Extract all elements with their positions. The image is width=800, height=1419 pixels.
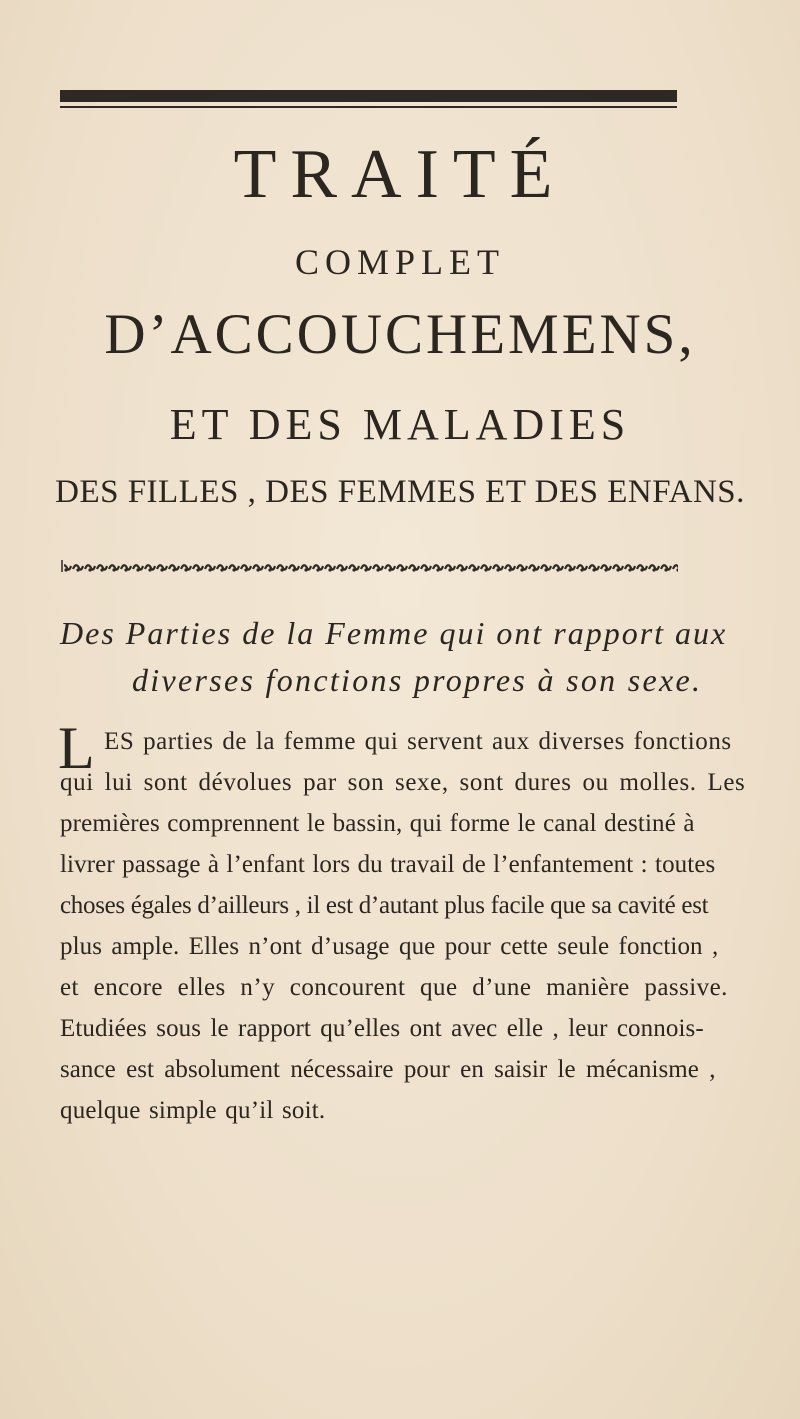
paragraph-line: quelque simple qu’il soit. xyxy=(60,1097,326,1124)
paragraph-line: ES parties de la femme qui servent aux diverses fonctions xyxy=(104,728,732,755)
paragraph-line: choses égales d’ailleurs , il est d’autant plus facile que sa cavité est xyxy=(60,892,709,919)
paragraph-line: sance est absolument nécessaire pour en saisir le mécanisme , xyxy=(60,1056,716,1083)
title-line-complet: COMPLET xyxy=(294,242,505,282)
section-title-line-1: Des Parties de la Femme qui ont rapport aux xyxy=(60,615,728,651)
page-title: TRAITÉ xyxy=(233,136,567,213)
top-rule-thin xyxy=(60,106,677,108)
paragraph-line: livrer passage à l’enfant lors du travail de l’enfantement : toutes xyxy=(60,851,716,878)
paragraph-line: et encore elles n’y concourent que d’une manière passive. xyxy=(60,974,728,1001)
paragraph-line: plus ample. Elles n’ont d’usage que pour cette seule fonction , xyxy=(60,933,719,960)
paragraph-line: qui lui sont dévolues par son sexe, sont dures ou molles. Les xyxy=(60,769,746,796)
top-rule-thick xyxy=(60,90,677,102)
title-line-accouchemens: D’ACCOUCHEMENS, xyxy=(104,303,696,366)
ornamental-divider xyxy=(60,556,680,576)
title-line-filles: DES FILLES , DES FEMMES ET DES ENFANS. xyxy=(55,474,745,510)
paragraph-line: premières comprennent le bassin, qui forme le canal destiné à xyxy=(60,810,695,837)
paragraph-line: Etudiées sous le rapport qu’elles ont avec elle , leur connois- xyxy=(60,1015,704,1042)
section-title-line-2: diverses fonctions propres à son sexe. xyxy=(132,662,703,698)
drop-cap: L xyxy=(58,715,95,781)
title-line-maladies: ET DES MALADIES xyxy=(169,400,631,449)
